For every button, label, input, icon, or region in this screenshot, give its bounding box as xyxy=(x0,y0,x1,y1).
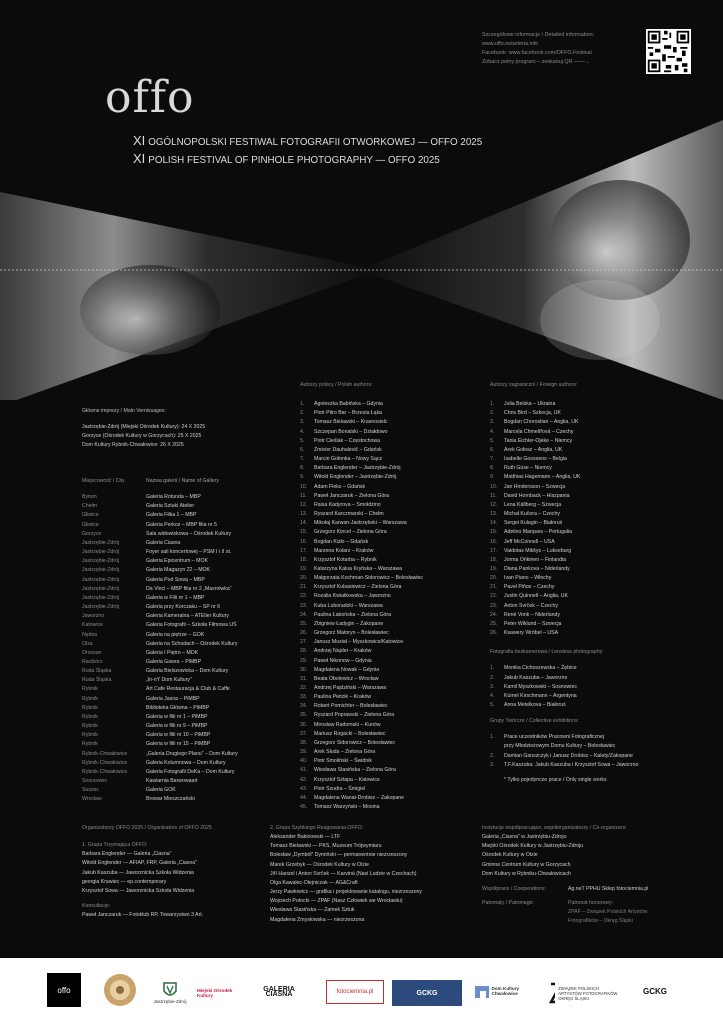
list-item: 7. Marcin Gołonka – Nowy Sącz xyxy=(300,456,383,463)
list-item: Jerzy Pawłowicz — grafika i projektowanie katalogu, niezrzeszony xyxy=(270,889,422,896)
list-item: Ośrodek Kultury w Olzie xyxy=(482,852,538,859)
list-item: 1. Prace uczestników Pracowni Fotograficznej xyxy=(490,734,605,741)
section-header: Autorzy polscy / Polish authors: xyxy=(300,382,373,388)
list-item: Bolesław „Dymból” Dymiński — permanentnie niezrzeszony xyxy=(270,852,408,859)
list-item: 18. Krzysztof Kotarba – Rybnik xyxy=(300,556,377,563)
section-header: Instytucje współpracujące, współorganizatorzy / Co-organizers: xyxy=(482,825,627,831)
list-item: 6. Arek Gołosz – Anglia, UK xyxy=(490,446,563,453)
gckg-logo-2: GCKG xyxy=(643,986,667,996)
list-item: 20. Ivan Piano – Włochy xyxy=(490,575,552,582)
list-item: 21. Krzysztof Kubasiewicz – Zielona Góra xyxy=(300,584,402,591)
list-item: Tomasz Bielawski — PKS, Muzeum Trójwymiaru xyxy=(270,843,382,850)
section-header: Główne imprezy / Main Vernissages: xyxy=(82,408,166,414)
organizers-section: Organizatorzy OFFO 2025 / Organisators of OFFO 2025 1. Grupa Trzymająca OFFO: Barbara Englender — Galeria „Ciasna” Witold Englender — AFIAP, FRP, Galeria „Ciasna” Jakub Kaszuba — Jaworznicka Szkoła Widzenia georgia Krawiec — ep.contemporary Krzysztof Sowa — Jaworznicka Szkoła Widzenia Konsultacje: Paweł Janczaruk — Fotoklub RP, Towarzystwo 3 Art. xyxy=(82,825,212,919)
table-row: Rybnik Galeria w filii nr 1 – PiMBP xyxy=(82,713,208,720)
section-header: Organizatorzy OFFO 2025 / Organisators of OFFO 2025 xyxy=(82,825,212,831)
galeria-ciasna-logo: GALERIA CIASNA xyxy=(263,986,295,998)
table-row: Rybnik-Chwałowice Galeria Kolumnowa – Dom Kultury xyxy=(82,759,226,766)
list-item: 3. Tomasz Bielawski – Krasnosielc xyxy=(300,419,388,426)
list-item: 37. Mariusz Rogacki – Bolesławiec xyxy=(300,730,386,737)
table-row: Nędza Galeria na piętrze – GOK xyxy=(82,631,205,638)
table-row: Jastrzębie-Zdrój Galeria Epicentrum – MOK xyxy=(82,558,208,565)
list-item: 35. Ryszard Poprawski – Zielona Góra xyxy=(300,712,395,719)
list-item: 13. Ryszard Karczmarski – Chełm xyxy=(300,511,384,518)
table-row: Olza Galeria na Schodach – Ośrodek Kultury xyxy=(82,640,238,647)
list-item: 21. Pavel Piňos – Czechy xyxy=(490,584,555,591)
list-item: 23. Kuba Luboradzki – Warszawa xyxy=(300,602,383,609)
table-row: Wrocław Browar Mieszczański xyxy=(82,796,195,803)
list-item: Jiří Hanzel i Anton Svrček — Karviná (Nasi Ludzie w Czechach) xyxy=(270,870,417,877)
website-link[interactable]: www.offo.netarteria.info xyxy=(482,41,539,47)
list-item: Aleksander Bakinowski — LTF xyxy=(270,834,341,841)
list-item: Wiesława Stasińska — Zamek Sztuk xyxy=(270,907,355,914)
title-polish: XI OGÓLNOPOLSKI FESTIWAL FOTOGRAFII OTWORKOWEJ — OFFO 2025 xyxy=(133,133,483,148)
list-item: Miejski Ośrodek Kultury w Jastrzębiu-Zdroju xyxy=(482,843,584,850)
list-item: 12. Lena Källberg – Szwecja xyxy=(490,501,562,508)
list-item: 9. Matthias Hagemann – Anglia, UK xyxy=(490,474,581,481)
list-item: 4. Marcela Chmelířová – Czechy xyxy=(490,428,574,435)
fotociemnia-logo: fotociemnia.pl xyxy=(326,980,384,1004)
list-item: 13. Michał Kučera – Czechy xyxy=(490,511,560,518)
list-item: 25. Zbigniew Ładygin – Zakopane xyxy=(300,620,384,627)
list-item: 1. Agnieszka Babińska – Gdynia xyxy=(300,401,383,408)
section-header: Autorzy zagraniczni / Foreign authors: xyxy=(490,382,578,388)
list-item: Galeria „Ciasna” w Jastrzębiu-Zdroju xyxy=(482,834,567,841)
list-item: 6. Żmicier Dauhalevič – Gdańsk xyxy=(300,446,382,453)
list-item: 33. Paulina Pietzik – Kraków xyxy=(300,694,372,701)
list-item: 18. Jorma Ońkinen – Finlandia xyxy=(490,556,566,563)
section-header: Fotografia bezkamerowa / Lensless photography: xyxy=(490,649,604,656)
table-row: Jaworzno Galeria Kameralna – ATElier Kultury xyxy=(82,613,229,620)
list-item: 2. Piotr Pitro Bar – Brzezia Łąka xyxy=(300,410,383,417)
table-row: Rybnik-Chwałowice Galeria Fotografii DeKa – Dom Kultury xyxy=(82,768,235,775)
list-item: 45. Tomasz Warzyński – Mosina xyxy=(300,804,380,811)
list-item: Witold Englender — AFIAP, FRP, Galeria „Ciasna” xyxy=(82,860,197,867)
list-item: 23. Anton Svrček – Czechy xyxy=(490,602,558,609)
list-item: 1. Monika Cichoszewska – Żębice xyxy=(490,665,577,672)
table-row: Chełm Galeria Sztuki Atelier xyxy=(82,503,195,510)
table-row: Bytom Galeria Rotunda – MBP xyxy=(82,494,201,501)
cooperation-value: Ag.neT PPHU Sklep fotociemnia.pl xyxy=(568,885,649,892)
title-english: XI POLISH FESTIVAL OF PINHOLE PHOTOGRAPHY — OFFO 2025 xyxy=(133,151,440,166)
gold-emblem-logo xyxy=(100,970,140,1010)
list-item: 36. Mirosław Radomski – Kunów xyxy=(300,721,381,728)
facebook-link[interactable]: Facebook: www.facebook.com/OFFO.Festival xyxy=(482,50,592,56)
table-row: Rybnik-Chwałowice „Galeria Drugiego Planu” – Dom Kultury xyxy=(82,750,238,757)
mok-logo: Miejski Ośrodek Kultury xyxy=(197,988,233,998)
vernissage-item: Jastrzębie-Zdrój (Miejski Ośrodek Kultury): 24 X 2025 xyxy=(82,424,206,431)
table-row: Jastrzębie-Zdrój Da Vinci – MBP filia nr 2 „Masnówka” xyxy=(82,585,232,592)
list-item: 8. Ruth Güse – Niemcy xyxy=(490,465,552,472)
table-row: Rybnik Galeria Jasna – PiMBP xyxy=(82,695,200,702)
list-item: 15. Adelino Marques – Portugalia xyxy=(490,529,573,536)
list-item: 19. Diana Pankova – Niderlandy xyxy=(490,565,570,572)
list-item: 3. Bogdan Chorostian – Anglia, UK xyxy=(490,419,579,426)
vernissage-section xyxy=(82,407,205,451)
table-row: Rybnik Galeria w filii nr 10 – PiMBP xyxy=(82,732,211,739)
section-header: 2. Grupa Szybkiego Reagowania OFFO: xyxy=(270,825,364,831)
table-row: Ruda Śląska „In-nY Dom Kultury” xyxy=(82,677,192,684)
list-item: 2. Chris Bird – Szkocja, UK xyxy=(490,410,561,417)
table-row: Racibórz Galeria Gawra – PiMBP xyxy=(82,658,202,665)
list-item: Gminne Centrum Kultury w Gorzycach xyxy=(482,861,571,868)
list-item: 9. Witold Englender – Jastrzębie-Zdrój xyxy=(300,474,397,481)
list-item: 5. Piotr Cieślak – Częstochowa xyxy=(300,437,381,444)
info-label: Szczegółowe informacje / Detailed information: xyxy=(482,32,595,38)
list-item: 22. Justin Quinnell – Anglia, UK xyxy=(490,593,569,600)
table-header: Miejscowość / City Nazwa galerii / Name of Gallery xyxy=(82,478,219,484)
table-row: Jastrzębie-Zdrój Galeria przy Korczaku – SP nr 6 xyxy=(82,604,221,611)
qr-hint: Zobacz pełny program – zeskanuj QR ——→ xyxy=(482,59,591,65)
list-item: 19. Katarzyna Kalua Kryńska – Warszawa xyxy=(300,565,403,572)
list-item: 15. Grzegorz Kincel – Zielona Góra xyxy=(300,529,387,536)
list-item: 14. Mikołaj Karwan-Jastrzębski – Warszawa xyxy=(300,520,407,527)
table-row: Jastrzębie-Zdrój Galeria Pod Sową – MBP xyxy=(82,576,205,583)
list-item: 42. Krzysztof Sztapa – Katowice xyxy=(300,776,380,783)
list-item: 7. Isabelle Goossens – Belgia xyxy=(490,456,567,463)
list-item: przy Młodzieżowym Domu Kultury – Bolesławiec xyxy=(504,743,616,750)
list-item: 4. Szczepan Bonalski – Działdowo xyxy=(300,428,388,435)
polish-authors xyxy=(300,381,423,812)
vernissage-item: Gorzyce (Ośrodek Kultury w Gorzycach): 25 X 2025 xyxy=(82,433,202,440)
foreign-authors xyxy=(490,381,638,785)
list-item: 30. Magdalena Nowak – Gdynia xyxy=(300,666,380,673)
table-row: Orzesze Galeria I Piętro – MOK xyxy=(82,649,199,656)
list-item: 17. Marzena Kolarz – Kraków xyxy=(300,547,374,554)
table-row: Jastrzębie-Zdrój Galeria Magazyn 22 – MOK xyxy=(82,567,211,574)
list-item: 43. Piotr Szudra – Śmigiel xyxy=(300,785,366,792)
list-item: 40. Piotr Smoliński – Świdnik xyxy=(300,758,372,765)
list-item: 39. Arek Słuda – Zielona Góra xyxy=(300,749,376,756)
list-item: Wojciech Potocki — ZPAF (Nasz Człowiek we Wrocławiu) xyxy=(270,898,403,905)
table-row: Suszec Galeria GOK xyxy=(82,787,176,794)
gckg-logo: GCKG xyxy=(392,980,462,1006)
info-block xyxy=(482,31,594,67)
institutions-section: Instytucje współpracujące, współorganizatorzy / Co-organizers: Galeria „Ciasna” w Jastrzębiu-Zdroju Miejski Ośrodek Kultury w Jastrzębiu-Zdroju Ośrodek Kultury w Olzie Gminne Centrum Kultury w Gorzycach Dom Kultury w Rybniku-Chwałowicach Współprace / Cooperations: Ag.neT PPHU Sklep fotociemnia.pl Patronaty / Patronage: Patronat honorowy: ZPAF – Związek Polskich Artystów Fotografików – Okręg Śląski xyxy=(482,825,649,925)
list-item: 26. Grzegorz Matoryn – Bolesławiec xyxy=(300,630,389,637)
list-item: Marek Grzebyk — Ośrodek Kultury w Olzie xyxy=(270,861,369,868)
list-item: 2. Jakub Kaszuba – Jaworzno xyxy=(490,674,568,681)
zpaf-logo: ZWIĄZEK POLSKICH ARTYSTÓW FOTOGRAFIKÓW OKRĘG ŚLĄSKI xyxy=(548,973,618,1013)
list-item: 29. Paweł Nikonow – Gdynia xyxy=(300,657,372,664)
list-item: 8. Barbara Englender – Jastrzębie-Zdrój xyxy=(300,465,401,472)
table-row: Gorzyce Sala widowiskowa – Ośrodek Kultury xyxy=(82,530,232,537)
list-item: 11. Paweł Janczaruk – Zielona Góra xyxy=(300,492,389,499)
table-row: Rybnik Galeria w filii nr 15 – PiMBP xyxy=(82,741,211,748)
list-item: 11. David Hornback – Hiszpania xyxy=(490,492,570,499)
list-item: 3. Kamil Myszkowski – Sosnowiec xyxy=(490,683,577,690)
section-header: Grupy Twórcze / Collective exhibitions: xyxy=(490,718,579,725)
list-item: 32. Andrzej Pajdziński – Warszawa xyxy=(300,685,387,691)
list-item: georgia Krawiec — ep.contemporary xyxy=(82,878,167,885)
qr-code-icon[interactable] xyxy=(646,29,691,74)
pinhole-film-graphic xyxy=(0,120,723,400)
list-item: 25. Peter Wiklund – Szwecja xyxy=(490,620,562,627)
list-item: 20. Małgorzata Kochman-Sidorowicz – Bolesławiec xyxy=(300,575,423,582)
list-item: 22. Rozalia Kwiatkowska – Jaworzno xyxy=(300,593,391,600)
table-row: Gliwice Galeria Fiłka 1 – MBP xyxy=(82,512,197,519)
list-item: Jakub Kaszuba — Jaworznicka Szkoła Widzenia xyxy=(82,869,194,876)
rapid-group-section xyxy=(270,824,422,925)
list-item: 14. Sergei Kulagin – Białoruś xyxy=(490,520,563,527)
list-item: 1. Julia Belska – Ukraina xyxy=(490,401,556,408)
table-row: Gliwice Galeria Perkoz – MBP filia nr 5 xyxy=(82,521,217,528)
list-item: 28. Andrzej Najder – Kraków xyxy=(300,648,372,655)
list-item: 2. Damian Ganszczyk i Janusz Drobisz – Kalety/Zakopane xyxy=(490,752,633,759)
list-item: 27. Janusz Musiał – Myszkowice/Katowice xyxy=(300,639,404,646)
vernissage-item: Dom Kultury Rybnik-Chwałowice: 26 X 2025 xyxy=(82,442,184,449)
list-item: 17. Vaidotas Mikšys – Lukseburg xyxy=(490,547,572,554)
list-item: 3. T.F.Kaszuba: Jakub Kaszuba i Krzysztof Sowa – Jaworzno xyxy=(490,761,639,768)
offo-logo: offo xyxy=(47,973,81,1007)
list-item: 16. Bogdan Kizło – Gdańsk xyxy=(300,538,369,545)
list-item: 31. Beata Obolewicz – Wrocław xyxy=(300,675,379,682)
list-item: Dom Kultury w Rybniku-Chwałowicach xyxy=(482,870,571,877)
jastrzebie-zdroj-logo: Jastrzębie-Zdrój xyxy=(147,973,193,1011)
table-row: Jastrzębie-Zdrój Galeria Ciasna xyxy=(82,539,181,546)
list-item: Barbara Englender — Galeria „Ciasna” xyxy=(82,851,172,858)
list-item: 4. Kümel Kirschmann – Argentyna xyxy=(490,692,577,699)
dom-kultury-logo: Dom Kultury Chwałowice xyxy=(474,973,536,1009)
table-row: Katowice Galeria Fotografii – Szkoła Filmowa UŚ xyxy=(82,622,237,629)
list-item: Olga Kawalec-Olejniczak — AG&Craft xyxy=(270,879,358,886)
list-item: 44. Magdalena Wanat-Drobisz – Zakopane xyxy=(300,794,405,801)
list-item: 12. Raisa Kadyrova – Smołdzino xyxy=(300,501,381,508)
galleries-table xyxy=(82,477,238,804)
list-item: 34. Robert Pomichter – Bolesławiec xyxy=(300,703,388,710)
table-row: Rybnik Biblioteka Główna – PiMBP xyxy=(82,704,210,711)
table-row: Jastrzębie-Zdrój Galeria w Filii nr 1 – MBP xyxy=(82,594,205,601)
list-item: 16. Jeff McConnell – USA xyxy=(490,538,555,545)
note: * Tylko pojedyncze prace / Only single works xyxy=(504,776,607,783)
list-item: 41. Wiesława Stasińska – Zielona Góra xyxy=(300,767,396,774)
table-row: Jastrzębie-Zdrój Foyer sali koncertowej – PSM I i II st. xyxy=(82,549,232,556)
table-row: Rybnik Art Cafe Restauracja & Club & Caffe xyxy=(82,686,230,693)
list-item: 38. Grzegorz Sidorowicz – Bolesławiec xyxy=(300,739,396,746)
list-item: 24. Paulina Łabońska – Zielona Góra xyxy=(300,611,391,618)
table-row: Rybnik Galeria w filii nr 9 – PiMBP xyxy=(82,723,208,730)
list-item: Magdalena Zmysłowska — niezrzeszona xyxy=(270,916,365,923)
list-item: 26. Ksawery Wróbel – USA xyxy=(490,630,559,637)
list-item: 5. Anna Metelkova – Białoruś xyxy=(490,702,566,708)
brand-wordmark: offo xyxy=(105,72,195,123)
list-item: 5. Tania Eichler-Ojeke – Niemcy xyxy=(490,437,573,444)
table-row: Ruda Śląska Galeria Bielszowicka – Dom Kultury xyxy=(82,668,229,675)
list-item: 10. Adam Fleks – Gdańsk xyxy=(300,483,366,490)
list-item: 10. Jan Hindersson – Szwecja xyxy=(490,483,566,490)
table-row: Sosnowiec Kawiarnia Barwowaart xyxy=(82,778,198,784)
list-item: Krzysztof Sowa — Jaworznicka Szkoła Widzenia xyxy=(82,887,195,894)
list-item: 24. René Vonk – Niderlandy xyxy=(490,611,560,618)
